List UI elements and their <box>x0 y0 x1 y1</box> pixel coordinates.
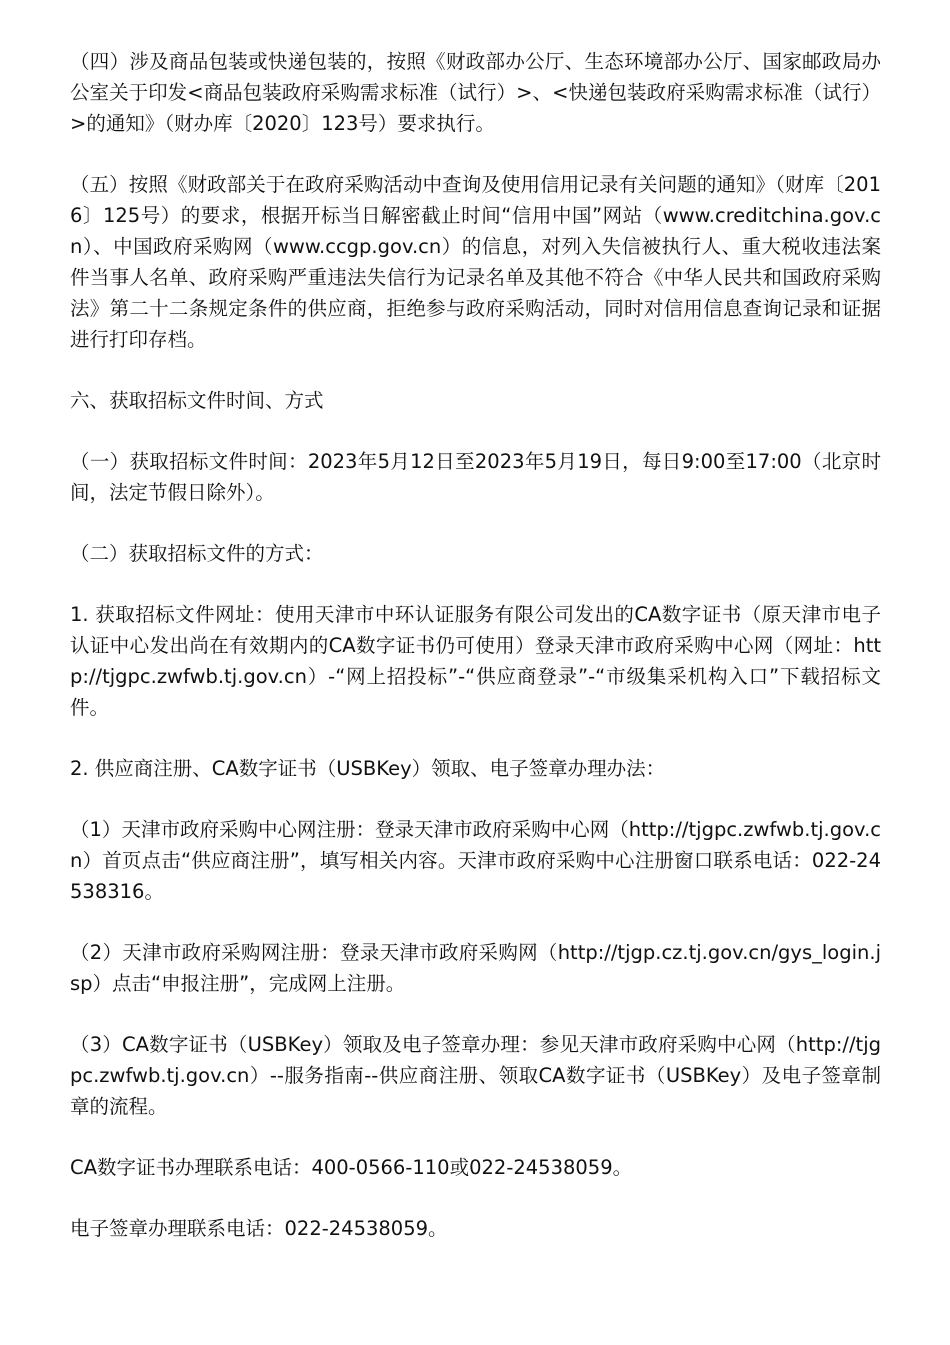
paragraph-ca-contact-phone: CA数字证书办理联系电话：400-0566-110或022-24538059。 <box>70 1156 633 1179</box>
paragraph-procurement-network-registration: （2）天津市政府采购网注册：登录天津市政府采购网（http://tjgp.cz.tj.gov.cn/gys_login.jsp）点击“申报注册”，完成网上注册。 <box>70 941 881 995</box>
paragraph-ca-certificate: （3）CA数字证书（USBKey）领取及电子签章办理：参见天津市政府采购中心网（http://tjgpc.zwfwb.tj.gov.cn）--服务指南--供应商注册、领取CA数字证书（USBKey）及电子签章制章的流程。 <box>70 1033 881 1118</box>
paragraph-packaging-requirements: （四）涉及商品包装或快递包装的，按照《财政部办公厅、生态环境部办公厅、国家邮政局办公室关于印发<商品包装政府采购需求标准（试行）>、<快递包装政府采购需求标准（试行）>的通知》（财办库〔2020〕123号）要求执行。 <box>70 50 881 135</box>
section-heading-obtain-documents: 六、获取招标文件时间、方式 <box>70 389 324 412</box>
paragraph-obtain-time: （一）获取招标文件时间：2023年5月12日至2023年5月19日，每日9:00至17:00（北京时间，法定节假日除外）。 <box>70 450 881 504</box>
paragraph-e-signature-contact-phone: 电子签章办理联系电话：022-24538059。 <box>70 1217 448 1240</box>
paragraph-center-registration: （1）天津市政府采购中心网注册：登录天津市政府采购中心网（http://tjgpc.zwfwb.tj.gov.cn）首页点击“供应商注册”，填写相关内容。天津市政府采购中心注册窗口联系电话：022-24538316。 <box>70 818 881 903</box>
paragraph-credit-record-check: （五）按照《财政部关于在政府采购活动中查询及使用信用记录有关问题的通知》（财库〔2016〕125号）的要求，根据开标当日解密截止时间“信用中国”网站（www.creditchina.gov.cn）、中国政府采购网（www.ccgp.gov.cn）的信息，对列入失信被执行人、重大税收违法案件当事人名单、政府采购严重违法失信行为记录名单及其他不符合《中华人民共和国政府采购法》第二十二条规定条件的供应商，拒绝参与政府采购活动，同时对信用信息查询记录和证据进行打印存档。 <box>70 173 881 351</box>
paragraph-obtain-method-heading: （二）获取招标文件的方式： <box>70 542 324 565</box>
paragraph-registration-heading: 2. 供应商注册、CA数字证书（USBKey）领取、电子签章办理办法： <box>70 757 666 780</box>
paragraph-download-url: 1. 获取招标文件网址：使用天津市中环认证服务有限公司发出的CA数字证书（原天津市电子认证中心发出尚在有效期内的CA数字证书仍可使用）登录天津市政府采购中心网（网址：http://tjgpc.zwfwb.tj.gov.cn）-“网上招投标”-“供应商登录”-“市级集采机构入口”下载招标文件。 <box>70 603 881 719</box>
document-body <box>70 46 881 1274</box>
